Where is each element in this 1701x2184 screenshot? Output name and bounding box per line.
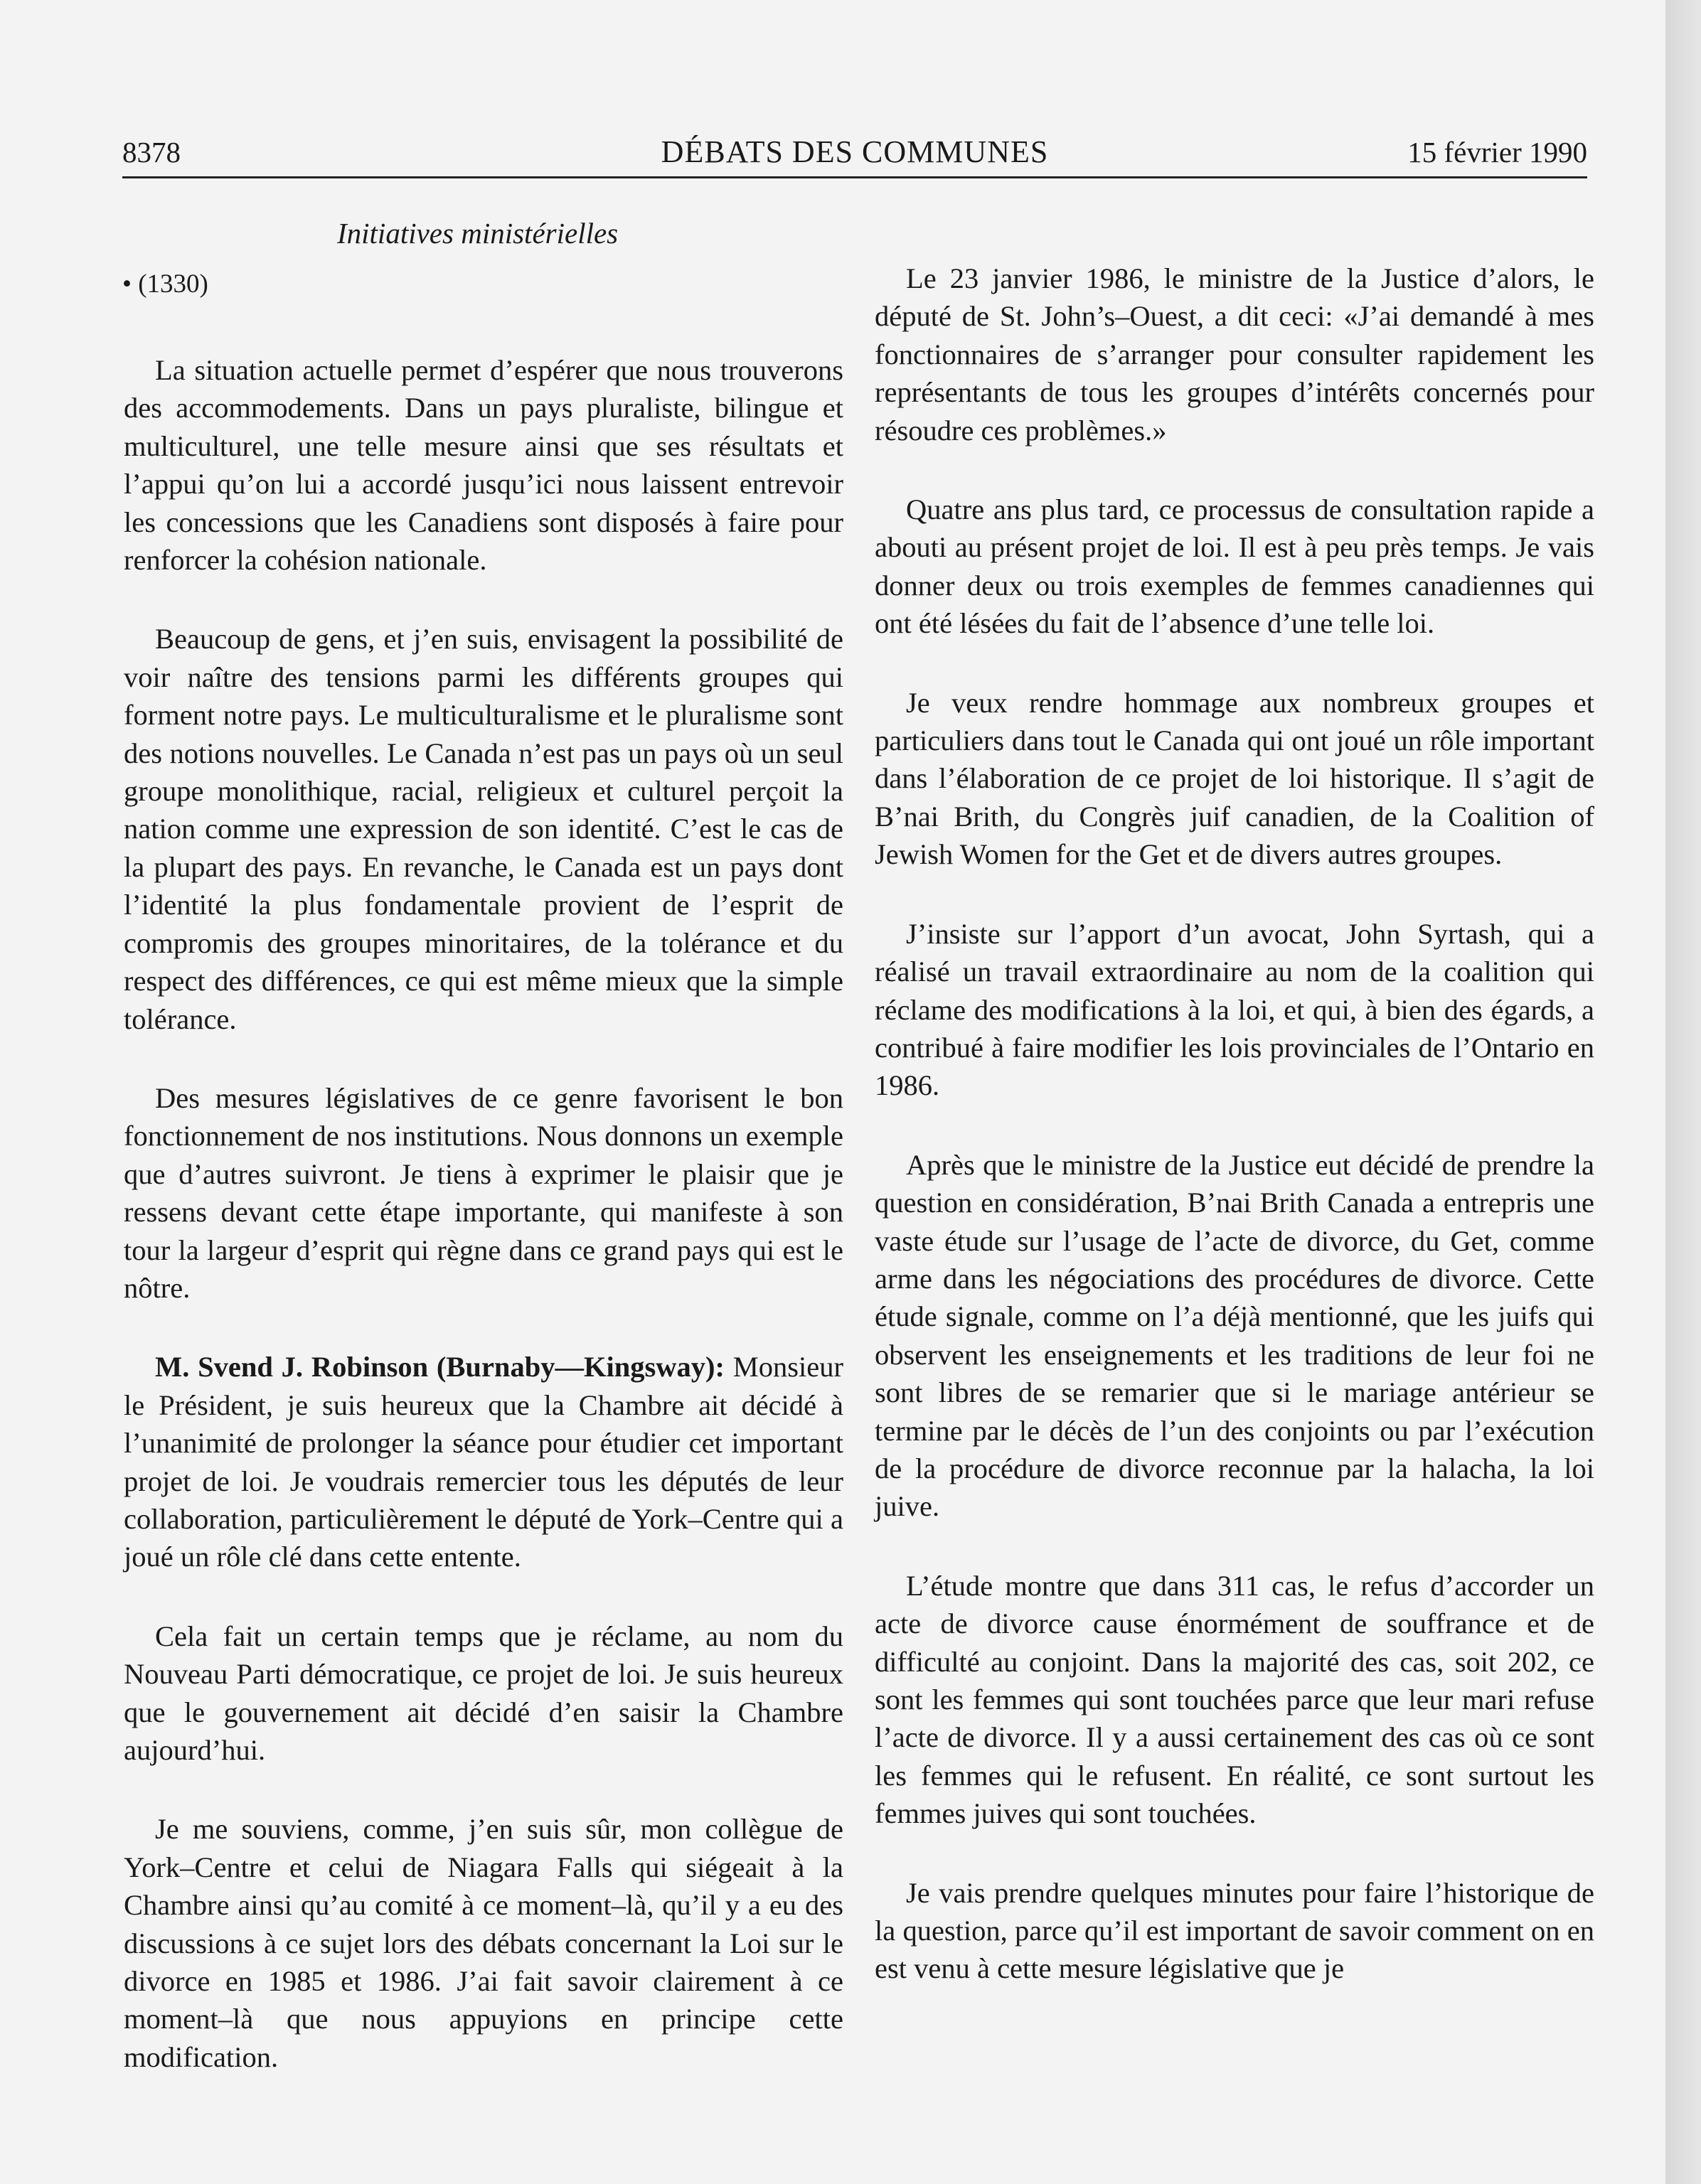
paragraph: L’étude montre que dans 311 cas, le refus d’accorder un acte de divorce cause énormément de souffrance et de difficulté au conjoint. Dans la majorité des cas, soit 202, ce sont les femmes qui sont touchées parce que leur mari refuse l’acte de divorce. Il y a aussi certainement des cas où ce sont les femmes qui le refusent. En réalité, ce sont surtout les femmes juives qui sont touchées. <box>875 1569 1594 1830</box>
paragraph: Des mesures législatives de ce genre favorisent le bon fonctionnement de nos institutions. Nous donnons un exemple que d’autres suivront. Je tiens à exprimer le plaisir que je ressens devant cette étape importante, qui manifeste à son tour la largeur d’esprit qui règne dans ce grand pays qui est le nôtre. <box>124 1081 843 1304</box>
paragraph: Je me souviens, comme, j’en suis sûr, mon collègue de York–Centre et celui de Niagara Falls qui siégeait à la Chambre ainsi qu’au comité à ce moment–là, qu’il y a eu des discussions à ce sujet lors des débats concernant la Loi sur le divorce en 1985 et 1986. J’ai fait savoir clairement à ce moment–là que nous appuyions en principe cette modification. <box>124 1813 843 2073</box>
speaker-name: M. Svend J. Robinson (Burnaby—Kingsway): <box>155 1351 725 1383</box>
paragraph: Après que le ministre de la Justice eut décidé de prendre la question en considération, B’nai Brith Canada a entrepris une vaste étude sur l’usage de l’acte de divorce, du Get, comme arme dans les négociations des procédures de divorce. Cette étude signale, comme on l’a déjà mentionné, que les juifs qui observent les enseignements et les traditions de leur foi ne sont libres de se remarier que si le mariage antérieur se termine par le décès de l’un des conjoints ou par l’exécution de la procédure de divorce reconnue par la halacha, la loi juive. <box>875 1148 1594 1523</box>
paragraph: Cela fait un certain temps que je réclame, au nom du Nouveau Parti démocratique, ce projet de loi. Je suis heureux que le gouvernement ait décidé d’en saisir la Chambre aujourd’hui. <box>124 1620 843 1766</box>
paragraph: Le 23 janvier 1986, le ministre de la Justice d’alors, le député de St. John’s–Ouest, a dit ceci: «J’ai demandé à mes fonctionnaires de s’arranger pour consulter rapidement les représentants de tous les groupes d’intérêts concernés pour résoudre ces problèmes.» <box>875 262 1594 446</box>
page-edge <box>1665 0 1701 2184</box>
publication-date: 15 février 1990 <box>1407 136 1587 168</box>
paragraph: Je vais prendre quelques minutes pour faire l’historique de la question, parce qu’il est important de savoir comment on en est venu à cette mesure législative que je <box>875 1876 1594 1985</box>
right-column <box>875 259 1594 2029</box>
page-header <box>122 132 1587 178</box>
paragraph: Quatre ans plus tard, ce processus de consultation rapide a abouti au présent projet de loi. Il est à peu près temps. Je vais donner deux ou trois exemples de femmes canadiennes qui ont été lésées du fait de l’absence d’une telle loi. <box>875 493 1594 640</box>
paragraph: Beaucoup de gens, et j’en suis, envisagent la possibilité de voir naître des tensions parmi les différents groupes qui forment notre pays. Le multiculturalisme et le pluralisme sont des notions nouvelles. Le Canada n’est pas un pays où un seul groupe monolithique, racial, religieux et culturel perçoit la nation comme une expression de son identité. C’est le cas de la plupart des pays. En revanche, le Canada est un pays dont l’identité la plus fondamentale provient de l’esprit de compromis des groupes minoritaires, de la tolérance et du respect des différences, ce qui est même mieux que la simple tolérance. <box>124 623 843 1035</box>
paragraph: Je veux rendre hommage aux nombreux groupes et particuliers dans tout le Canada qui ont joué un rôle important dans l’élaboration de ce projet de loi historique. Il s’agit de B’nai Brith, du Congrès juif canadien, de la Coalition of Jewish Women for the Get et de divers autres groupes. <box>875 686 1594 871</box>
page-number: 8378 <box>122 136 181 168</box>
left-column <box>124 351 843 2117</box>
paragraph: J’insiste sur l’apport d’un avocat, John Syrtash, qui a réalisé un travail extraordinaire au nom de la coalition qui réclame des modifications à la loi, et qui, à bien des égards, a contribué à faire modifier les lois provinciales de l’Ontario en 1986. <box>875 917 1594 1102</box>
paragraph: La situation actuelle permet d’espérer que nous trouverons des accommodements. Dans un pays pluraliste, bilingue et multiculturel, une telle mesure ainsi que ses résultats et l’appui qu’on lui a accordé jusqu’ici nous laissent entrevoir les concessions que les Canadiens sont disposés à faire pour renforcer la cohésion nationale. <box>124 354 843 577</box>
section-label: Initiatives ministérielles <box>337 217 619 250</box>
timestamp: • (1330) <box>122 269 208 299</box>
publication-title: DÉBATS DES COMMUNES <box>661 134 1049 169</box>
speaker-paragraph <box>124 1348 843 1575</box>
speech-text: Monsieur le Président, je suis heureux que la Chambre ait décidé à l’unanimité de prolonger la séance pour étudier cet important projet de loi. Je voudrais remercier tous les députés de leur collaboration, particulièrement le député de York–Centre qui a joué un rôle clé dans cette entente. <box>124 1351 843 1573</box>
